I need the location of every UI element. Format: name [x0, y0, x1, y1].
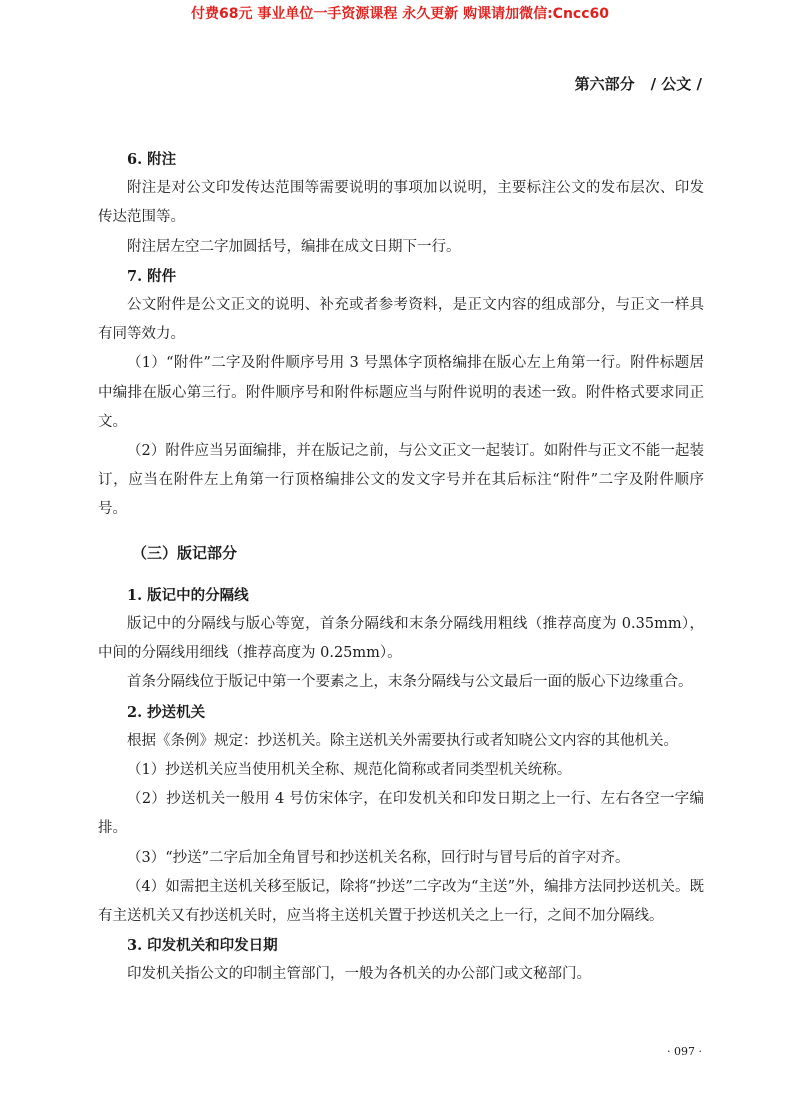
paragraph: （2）附件应当另面编排，并在版记之前，与公文正文一起装订。如附件与正文不能一起装订，应当在附件左上角第一行顶格编排公文的发文字号并在其后标注“附件”二字及附件顺序号。: [98, 443, 704, 518]
promo-banner: 付费68元 事业单位一手资源课程 永久更新 购课请加微信:Cncc60: [190, 6, 610, 22]
paragraph: 附注是对公文印发传达范围等需要说明的事项加以说明，主要标注公文的发布层次、印发传达范围等。: [98, 180, 704, 226]
heading-separator-line: 1. 版记中的分隔线: [127, 586, 249, 604]
paragraph: （1）抄送机关应当使用机关全称、规范化简称或者同类型机关统称。: [127, 762, 572, 779]
heading-issuing-organ: 3. 印发机关和印发日期: [127, 937, 278, 955]
paragraph: （3）“抄送”二字后加全角冒号和抄送机关名称，回行时与冒号后的首字对齐。: [127, 849, 630, 866]
paragraph: （1）“附件”二字及附件顺序号用 3 号黑体字顶格编排在版心左上角第一行。附件标题居中编排在版心第三行。附件顺序号和附件标题应当与附件说明的表述一致。附件格式要求同正文。: [98, 355, 704, 430]
paragraph: （2）抄送机关一般用 4 号仿宋体字，在印发机关和印发日期之上一行、左右各空一字编排。: [98, 791, 704, 837]
section-title: （三）版记部分: [132, 543, 238, 562]
paragraph: 版记中的分隔线与版心等宽，首条分隔线和末条分隔线用粗线（推荐高度为 0.35mm），中间的分隔线用细线（推荐高度为 0.25mm）。: [98, 616, 704, 662]
paragraph: 公文附件是公文正文的说明、补充或者参考资料，是正文内容的组成部分，与正文一样具有同等效力。: [98, 297, 704, 343]
page-number: · 097 ·: [667, 1045, 702, 1058]
running-header: [575, 74, 702, 94]
paragraph: 首条分隔线位于版记中第一个要素之上，末条分隔线与公文最后一面的版心下边缘重合。: [127, 674, 693, 691]
heading-cc-organs: 2. 抄送机关: [127, 703, 206, 721]
paragraph: 根据《条例》规定：抄送机关。除主送机关外需要执行或者知晓公文内容的其他机关。: [127, 732, 678, 749]
header-topic: / 公文 /: [650, 75, 702, 93]
page-body: [98, 145, 704, 990]
paragraph: 附注居左空二字加圆括号，编排在成文日期下一行。: [127, 238, 461, 255]
paragraph: （4）如需把主送机关移至版记，除将“抄送”二字改为“主送”外，编排方法同抄送机关。既有主送机关又有抄送机关时，应当将主送机关置于抄送机关之上一行，之间不加分隔线。: [98, 878, 704, 925]
heading-annotation: 6. 附注: [127, 151, 177, 168]
heading-attachment: 7. 附件: [127, 267, 177, 285]
paragraph: 印发机关指公文的印制主管部门，一般为各机关的办公部门或文秘部门。: [127, 966, 591, 983]
header-part: 第六部分: [574, 75, 635, 93]
